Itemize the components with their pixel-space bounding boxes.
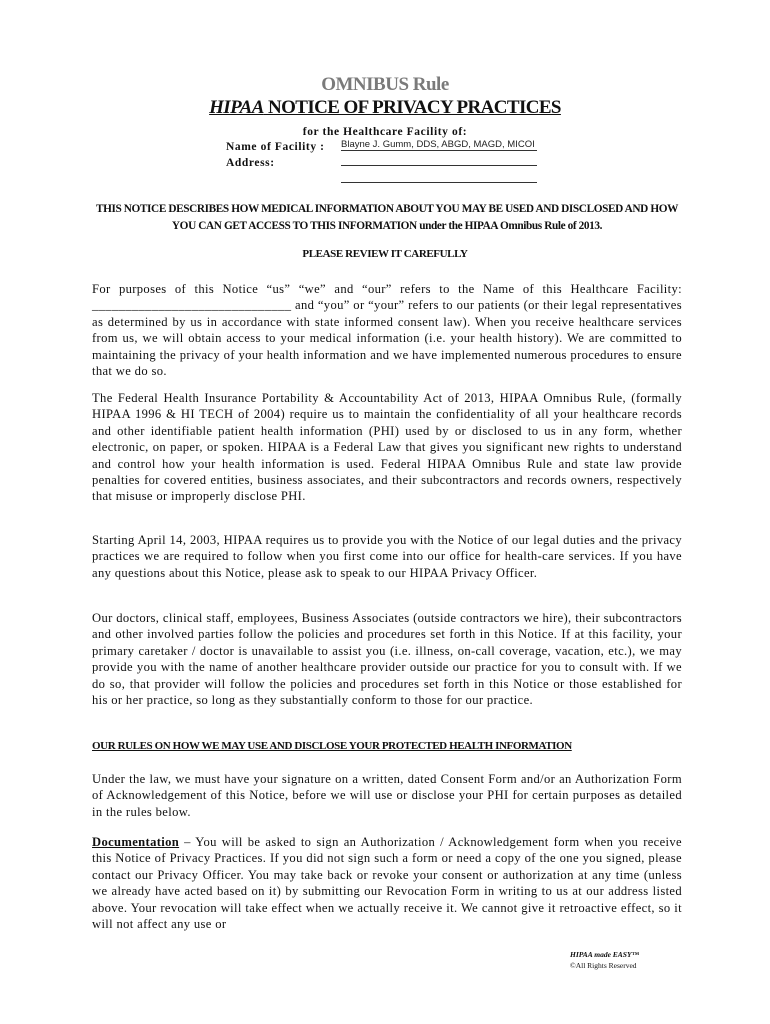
paragraph-purposes: For purposes of this Notice “us” “we” and “our” refers to the Name of this Healthcare Facility: ______________________________ and “you” or “your” refers to our patients (or their legal representatives as determined by us in accordance with state informed consent law). When you receive healthcare services from us, we will obtain access to your medical information (i.e. your health history). We are committed to maintaining the privacy of your health information and we have implemented numerous procedures to ensure that we do so. bbox=[92, 282, 682, 379]
facility-name-line bbox=[341, 150, 537, 151]
notice-description: THIS NOTICE DESCRIBES HOW MEDICAL INFORMATION ABOUT YOU MAY BE USED AND DISCLOSED AND HOW YOU CAN GET ACCESS TO THIS INFORMATION under the HIPAA Omnibus Rule of 2013. bbox=[95, 203, 679, 232]
documentation-text: – You will be asked to sign an Authorization / Acknowledgement form when you receive this Notice of Privacy Practices. If you did not sign such a form or need a copy of the one you signed, please contact our Privacy Officer. You may take back or revoke your consent or authorization at any time (unless we already have acted based on it) by submitting our Revocation Form in writing to us at our address listed above. Your revocation will take effect when we actually receive it. We cannot give it retroactive effect, so it will not affect any use or bbox=[92, 835, 682, 932]
paragraph-our-doctors: Our doctors, clinical staff, employees, Business Associates (outside contractors we hire), their subcontractors and other involved parties follow the policies and procedures set forth in this Notice. If at this facility, your primary caretaker / doctor is unavailable to assist you (i.e. illness, on-call coverage, vacation, etc.), we may provide you with the name of another healthcare provider outside our practice for you to consult with. If we do so, that provider will follow the policies and procedures set forth in this Notice or those established for his or her practice, so long as they substantially conform to those for our practice. bbox=[92, 611, 682, 708]
page-title bbox=[0, 97, 770, 119]
paragraph-documentation bbox=[92, 834, 682, 932]
documentation-label: Documentation bbox=[92, 835, 180, 849]
rules-heading: OUR RULES ON HOW WE MAY USE AND DISCLOSE YOUR PROTECTED HEALTH INFORMATION bbox=[92, 740, 572, 752]
footer-brand: HIPAA made EASY™ bbox=[570, 950, 640, 959]
paragraph-starting-2003: Starting April 14, 2003, HIPAA requires us to provide you with the Notice of our legal duties and the privacy practices we are required to follow when you first come into our office for health-care services. If you have any questions about this Notice, please ask to speak to our HIPAA Privacy Officer. bbox=[92, 533, 682, 580]
address-label: Address: bbox=[226, 157, 275, 169]
facility-name-label: Name of Facility : bbox=[226, 141, 325, 153]
rule-title: OMNIBUS Rule bbox=[321, 74, 449, 95]
paragraph-federal-law: The Federal Health Insurance Portability & Accountability Act of 2013, HIPAA Omnibus Rule, (formally HIPAA 1996 & HI TECH of 2004) require us to maintain the confidentiality of all your healthcare records and other identifiable patient health information (PHI) used by or disclosed to us in any form, whether electronic, on paper, or spoken. HIPAA is a Federal Law that gives you significant new rights to understand and control how your health information is used. Federal HIPAA Omnibus Rule and state law provide penalties for covered entities, business associates, and their subcontractors and records owners, respectively that misuse or improperly disclose PHI. bbox=[92, 391, 682, 504]
facility-name-value: Blayne J. Gumm, DDS, ABGD, MAGD, MICOI bbox=[341, 139, 535, 150]
footer-rights: ©All Rights Reserved bbox=[570, 961, 637, 970]
paragraph-under-the-law: Under the law, we must have your signature on a written, dated Consent Form and/or an Authorization Form of Acknowledgement of this Notice, before we will use or disclose your PHI for certain purposes as detailed in the rules below. bbox=[92, 772, 682, 819]
title-hipaa: HIPAA bbox=[209, 97, 264, 118]
address-line-1 bbox=[341, 165, 537, 166]
title-rest: NOTICE OF PRIVACY PRACTICES bbox=[263, 97, 561, 118]
facility-for-line: for the Healthcare Facility of: bbox=[302, 126, 468, 138]
address-line-2 bbox=[341, 182, 537, 183]
review-line: PLEASE REVIEW IT CAREFULLY bbox=[302, 248, 468, 260]
